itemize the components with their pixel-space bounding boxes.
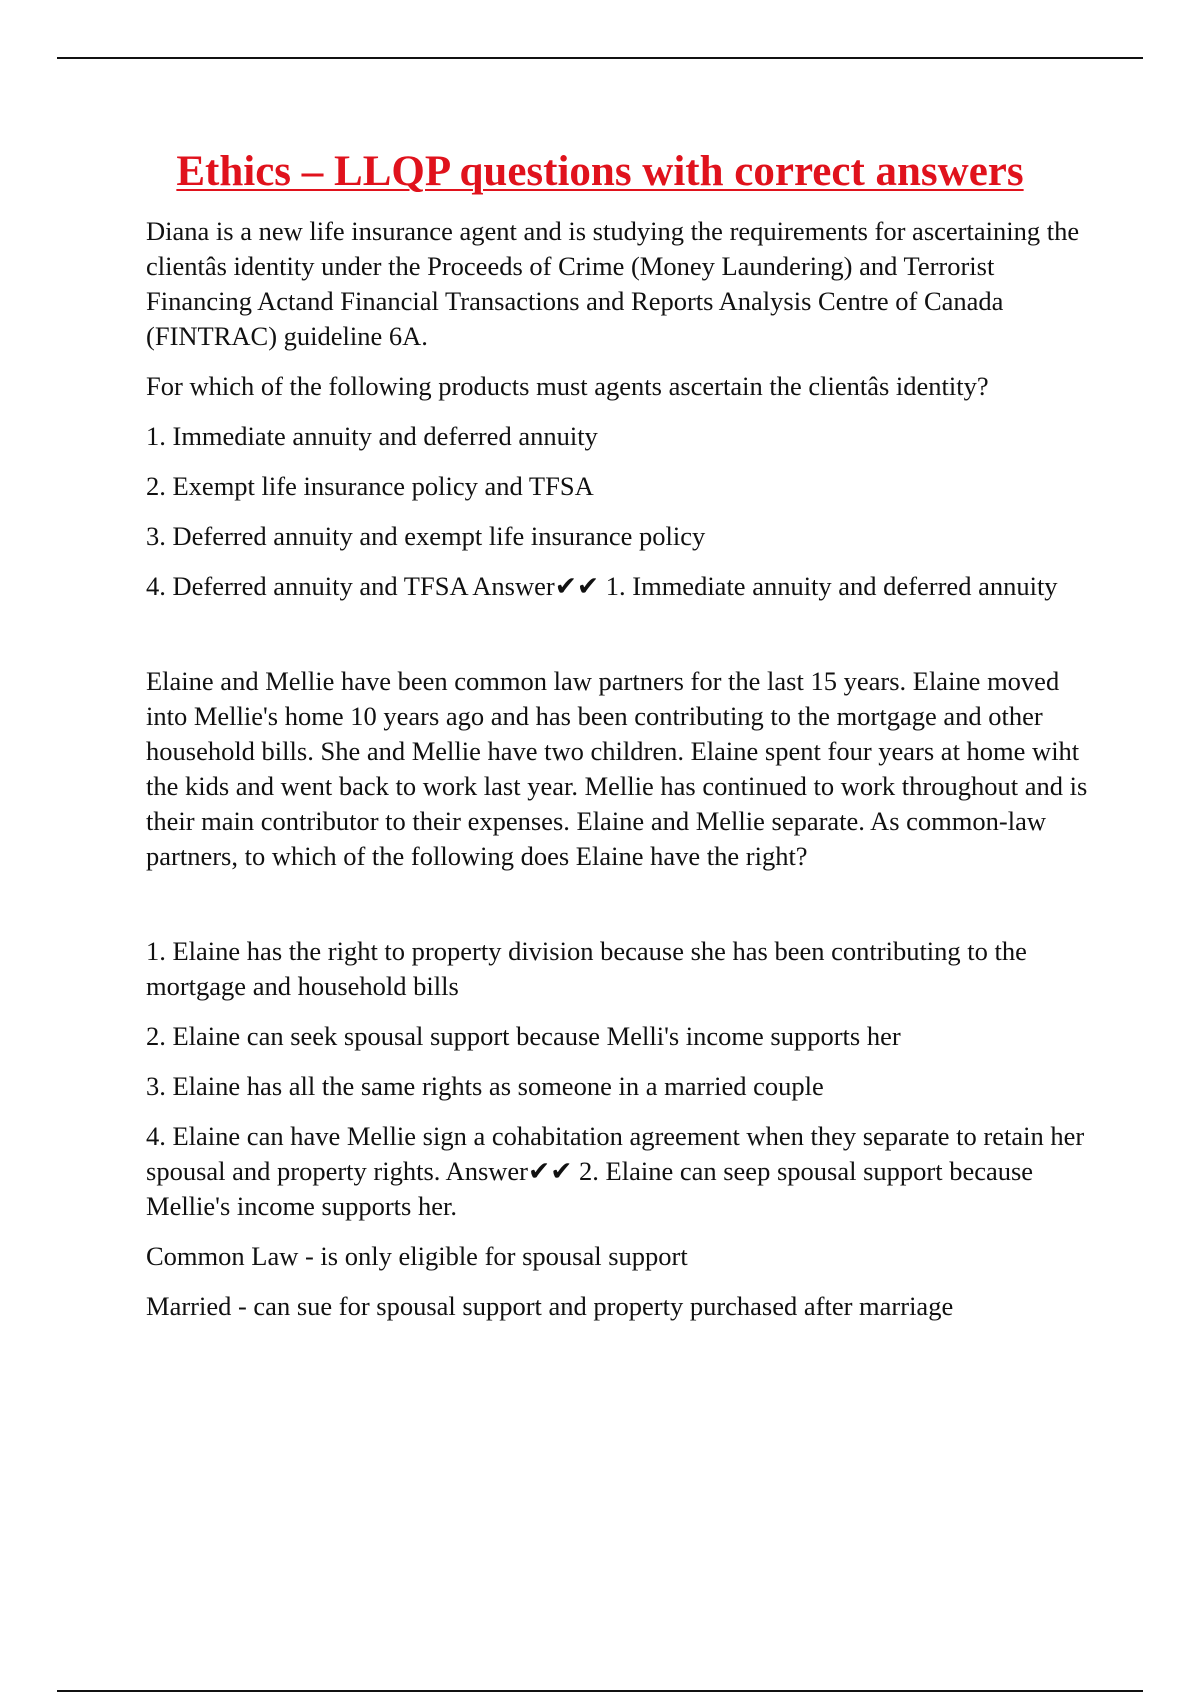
question-2-option: 3. Elaine has all the same rights as someone in a married couple: [146, 1071, 824, 1101]
question-1-option-answer: 4. Deferred annuity and TFSA Answer✔✔ 1. Immediate annuity and deferred annuity: [146, 571, 1058, 601]
footer-rule: [57, 1690, 1143, 1692]
question-2-option-answer: 4. Elaine can have Mellie sign a cohabitation agreement when they separate to retain her spousal and property rights. Answer✔✔ 2. Elaine can seep spousal support because Mellie's income supports her.: [146, 1121, 1085, 1221]
header-rule: [57, 57, 1143, 59]
question-1-option: 2. Exempt life insurance policy and TFSA: [146, 471, 594, 501]
question-1-prompt: For which of the following products must agents ascertain the clientâs identity?: [146, 371, 989, 401]
question-1-option: 1. Immediate annuity and deferred annuity: [146, 421, 598, 451]
page-title: Ethics – LLQP questions with correct answers: [176, 148, 1024, 195]
note-common-law: Common Law - is only eligible for spousal support: [146, 1241, 688, 1271]
question-2-stem: Elaine and Mellie have been common law partners for the last 15 years. Elaine moved into Mellie's home 10 years ago and has been contributing to the mortgage and other household bills. She and Mellie have two children. Elaine spent four years at home wiht the kids and went back to work last year. Mellie has continued to work throughout and is their main contributor to their expenses. Elaine and Mellie separate. As common-law partners, to which of the following does Elaine have the right?: [146, 666, 1088, 871]
note-married: Married - can sue for spousal support and property purchased after marriage: [146, 1291, 954, 1321]
question-1-option: 3. Deferred annuity and exempt life insurance policy: [146, 521, 706, 551]
question-1-stem: Diana is a new life insurance agent and is studying the requirements for ascertaining the clientâs identity under the Proceeds of Crime (Money Laundering) and Terrorist Financing Actand Financial Transactions and Reports Analysis Centre of Canada (FINTRAC) guideline 6A.: [146, 216, 1080, 351]
question-2-option: 2. Elaine can seek spousal support because Melli's income supports her: [146, 1021, 901, 1051]
document-body: [146, 214, 1090, 1339]
question-2-option: 1. Elaine has the right to property division because she has been contributing to the mortgage and household bills: [146, 936, 1027, 1001]
